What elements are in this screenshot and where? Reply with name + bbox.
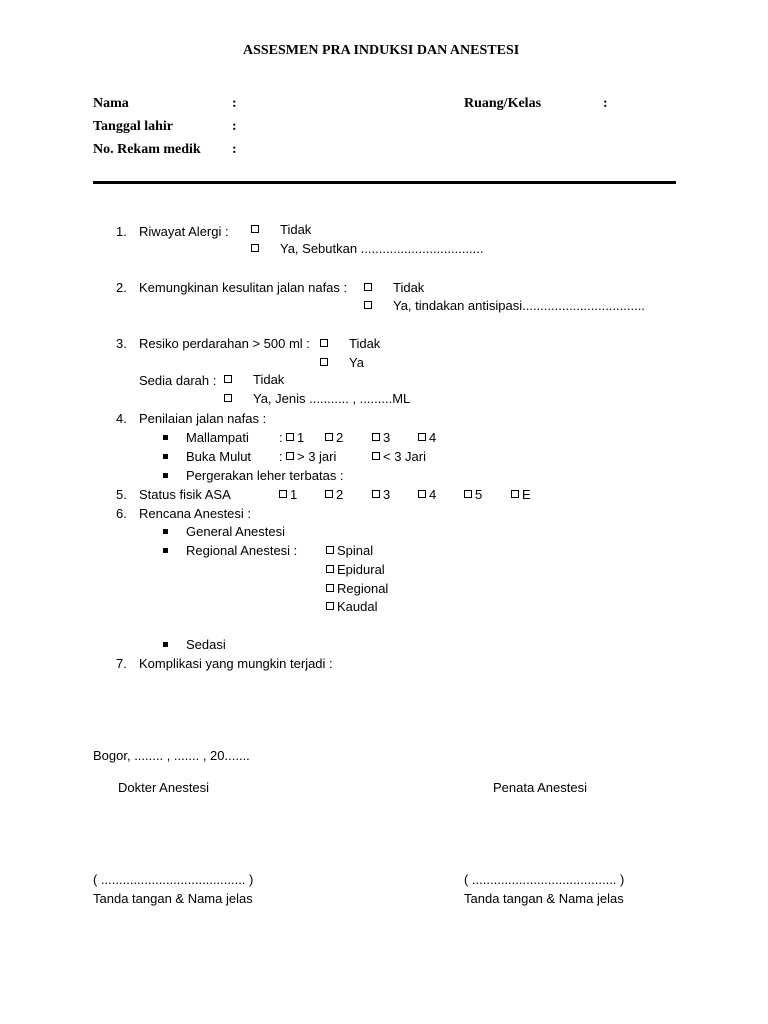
checkbox-icon[interactable]: [372, 490, 380, 498]
mallampati-1-option[interactable]: 1: [286, 430, 304, 446]
riwayat-alergi-label: Riwayat Alergi :: [139, 224, 229, 239]
tanggal-lahir-colon: :: [232, 119, 237, 134]
kaudal-option[interactable]: Kaudal: [326, 599, 377, 615]
spinal-option[interactable]: Spinal: [326, 543, 373, 559]
checkbox-icon[interactable]: [418, 490, 426, 498]
komplikasi-label: Komplikasi yang mungkin terjadi :: [139, 656, 333, 671]
checkbox-icon[interactable]: [224, 375, 232, 383]
epidural-option[interactable]: Epidural: [326, 562, 385, 578]
buka-mulut-lebih-option[interactable]: > 3 jari: [286, 449, 336, 465]
checkbox-icon[interactable]: [364, 283, 372, 291]
mallampati-4-option[interactable]: 4: [418, 430, 436, 446]
checkbox-icon[interactable]: [372, 452, 380, 460]
bullet-icon: [163, 449, 168, 465]
checkbox-icon[interactable]: [326, 565, 334, 573]
signature-line-right: ( ........................................ ): [464, 872, 625, 887]
page-title: ASSESMEN PRA INDUKSI DAN ANESTESI: [243, 43, 520, 58]
asa-1-option[interactable]: 1: [279, 487, 297, 503]
mallampati-2-option[interactable]: 2: [325, 430, 343, 446]
signature-line-left: ( ........................................ ): [93, 872, 254, 887]
item-number-5: 5.: [116, 487, 127, 502]
checkbox-icon[interactable]: [418, 433, 426, 441]
general-anestesi-label: General Anestesi: [186, 524, 286, 539]
kesulitan-jalan-nafas-label: Kemungkinan kesulitan jalan nafas :: [139, 280, 348, 295]
ruang-kelas-colon: :: [603, 96, 608, 111]
place-date-line: Bogor, ........ , ....... , 20.......: [93, 748, 250, 763]
checkbox-icon[interactable]: [372, 433, 380, 441]
nafas-tidak-option[interactable]: Tidak: [364, 280, 424, 296]
checkbox-icon[interactable]: [320, 358, 328, 366]
sedasi-label: Sedasi: [186, 637, 226, 652]
checkbox-icon[interactable]: [320, 339, 328, 347]
header-divider: [93, 181, 676, 184]
nama-colon: :: [232, 96, 237, 111]
checkbox-icon[interactable]: [464, 490, 472, 498]
tanggal-lahir-label: Tanggal lahir: [93, 119, 174, 134]
alergi-ya-option[interactable]: Ya, Sebutkan ..................................: [251, 241, 484, 257]
checkbox-icon[interactable]: [325, 490, 333, 498]
checkbox-icon[interactable]: [251, 225, 259, 233]
asa-2-option[interactable]: 2: [325, 487, 343, 503]
nafas-ya-option[interactable]: Ya, tindakan antisipasi..................................: [364, 298, 645, 314]
checkbox-icon[interactable]: [326, 602, 334, 610]
buka-mulut-colon: :: [279, 449, 283, 464]
item-number-3: 3.: [116, 336, 127, 351]
checkbox-icon[interactable]: [279, 490, 287, 498]
penata-anestesi-label: Penata Anestesi: [493, 780, 587, 795]
pergerakan-leher-label: Pergerakan leher terbatas :: [186, 468, 344, 483]
rencana-anestesi-label: Rencana Anestesi :: [139, 506, 252, 521]
sedia-tidak-option[interactable]: Tidak: [224, 372, 284, 388]
signature-caption-left: Tanda tangan & Nama jelas: [93, 891, 253, 906]
checkbox-icon[interactable]: [326, 584, 334, 592]
bullet-icon: [163, 430, 168, 446]
item-number-4: 4.: [116, 411, 127, 426]
regional-option[interactable]: Regional: [326, 581, 388, 597]
item-number-7: 7.: [116, 656, 127, 671]
sedia-darah-label: Sedia darah :: [139, 373, 217, 388]
checkbox-icon[interactable]: [286, 433, 294, 441]
checkbox-icon[interactable]: [326, 546, 334, 554]
checkbox-icon[interactable]: [286, 452, 294, 460]
asa-4-option[interactable]: 4: [418, 487, 436, 503]
resiko-tidak-option[interactable]: Tidak: [320, 336, 380, 352]
item-number-6: 6.: [116, 506, 127, 521]
penilaian-jalan-nafas-label: Penilaian jalan nafas :: [139, 411, 267, 426]
checkbox-icon[interactable]: [364, 301, 372, 309]
mallampati-3-option[interactable]: 3: [372, 430, 390, 446]
bullet-icon: [163, 524, 168, 540]
status-fisik-asa-label: Status fisik ASA: [139, 487, 231, 502]
resiko-ya-option[interactable]: Ya: [320, 355, 364, 371]
nama-label: Nama: [93, 96, 129, 111]
checkbox-icon[interactable]: [251, 244, 259, 252]
asa-3-option[interactable]: 3: [372, 487, 390, 503]
signature-caption-right: Tanda tangan & Nama jelas: [464, 891, 624, 906]
checkbox-icon[interactable]: [325, 433, 333, 441]
mallampati-colon: :: [279, 430, 283, 445]
bullet-icon: [163, 468, 168, 484]
dokter-anestesi-label: Dokter Anestesi: [118, 780, 210, 795]
resiko-perdarahan-label: Resiko perdarahan > 500 ml :: [139, 336, 310, 351]
regional-anestesi-label: Regional Anestesi :: [186, 543, 298, 558]
checkbox-icon[interactable]: [511, 490, 519, 498]
alergi-tidak-option[interactable]: Tidak: [251, 222, 311, 238]
asa-e-option[interactable]: E: [511, 487, 531, 503]
item-number-2: 2.: [116, 280, 127, 295]
bullet-icon: [163, 543, 168, 559]
mallampati-label: Mallampati: [186, 430, 249, 445]
rekam-medik-colon: :: [232, 142, 237, 157]
item-number-1: 1.: [116, 224, 127, 239]
bullet-icon: [163, 637, 168, 653]
ruang-kelas-label: Ruang/Kelas: [464, 96, 542, 111]
checkbox-icon[interactable]: [224, 394, 232, 402]
buka-mulut-kurang-option[interactable]: < 3 Jari: [372, 449, 426, 465]
sedia-ya-option[interactable]: Ya, Jenis ........... , .........ML: [224, 391, 410, 407]
buka-mulut-label: Buka Mulut: [186, 449, 252, 464]
asa-5-option[interactable]: 5: [464, 487, 482, 503]
rekam-medik-label: No. Rekam medik: [93, 142, 201, 157]
